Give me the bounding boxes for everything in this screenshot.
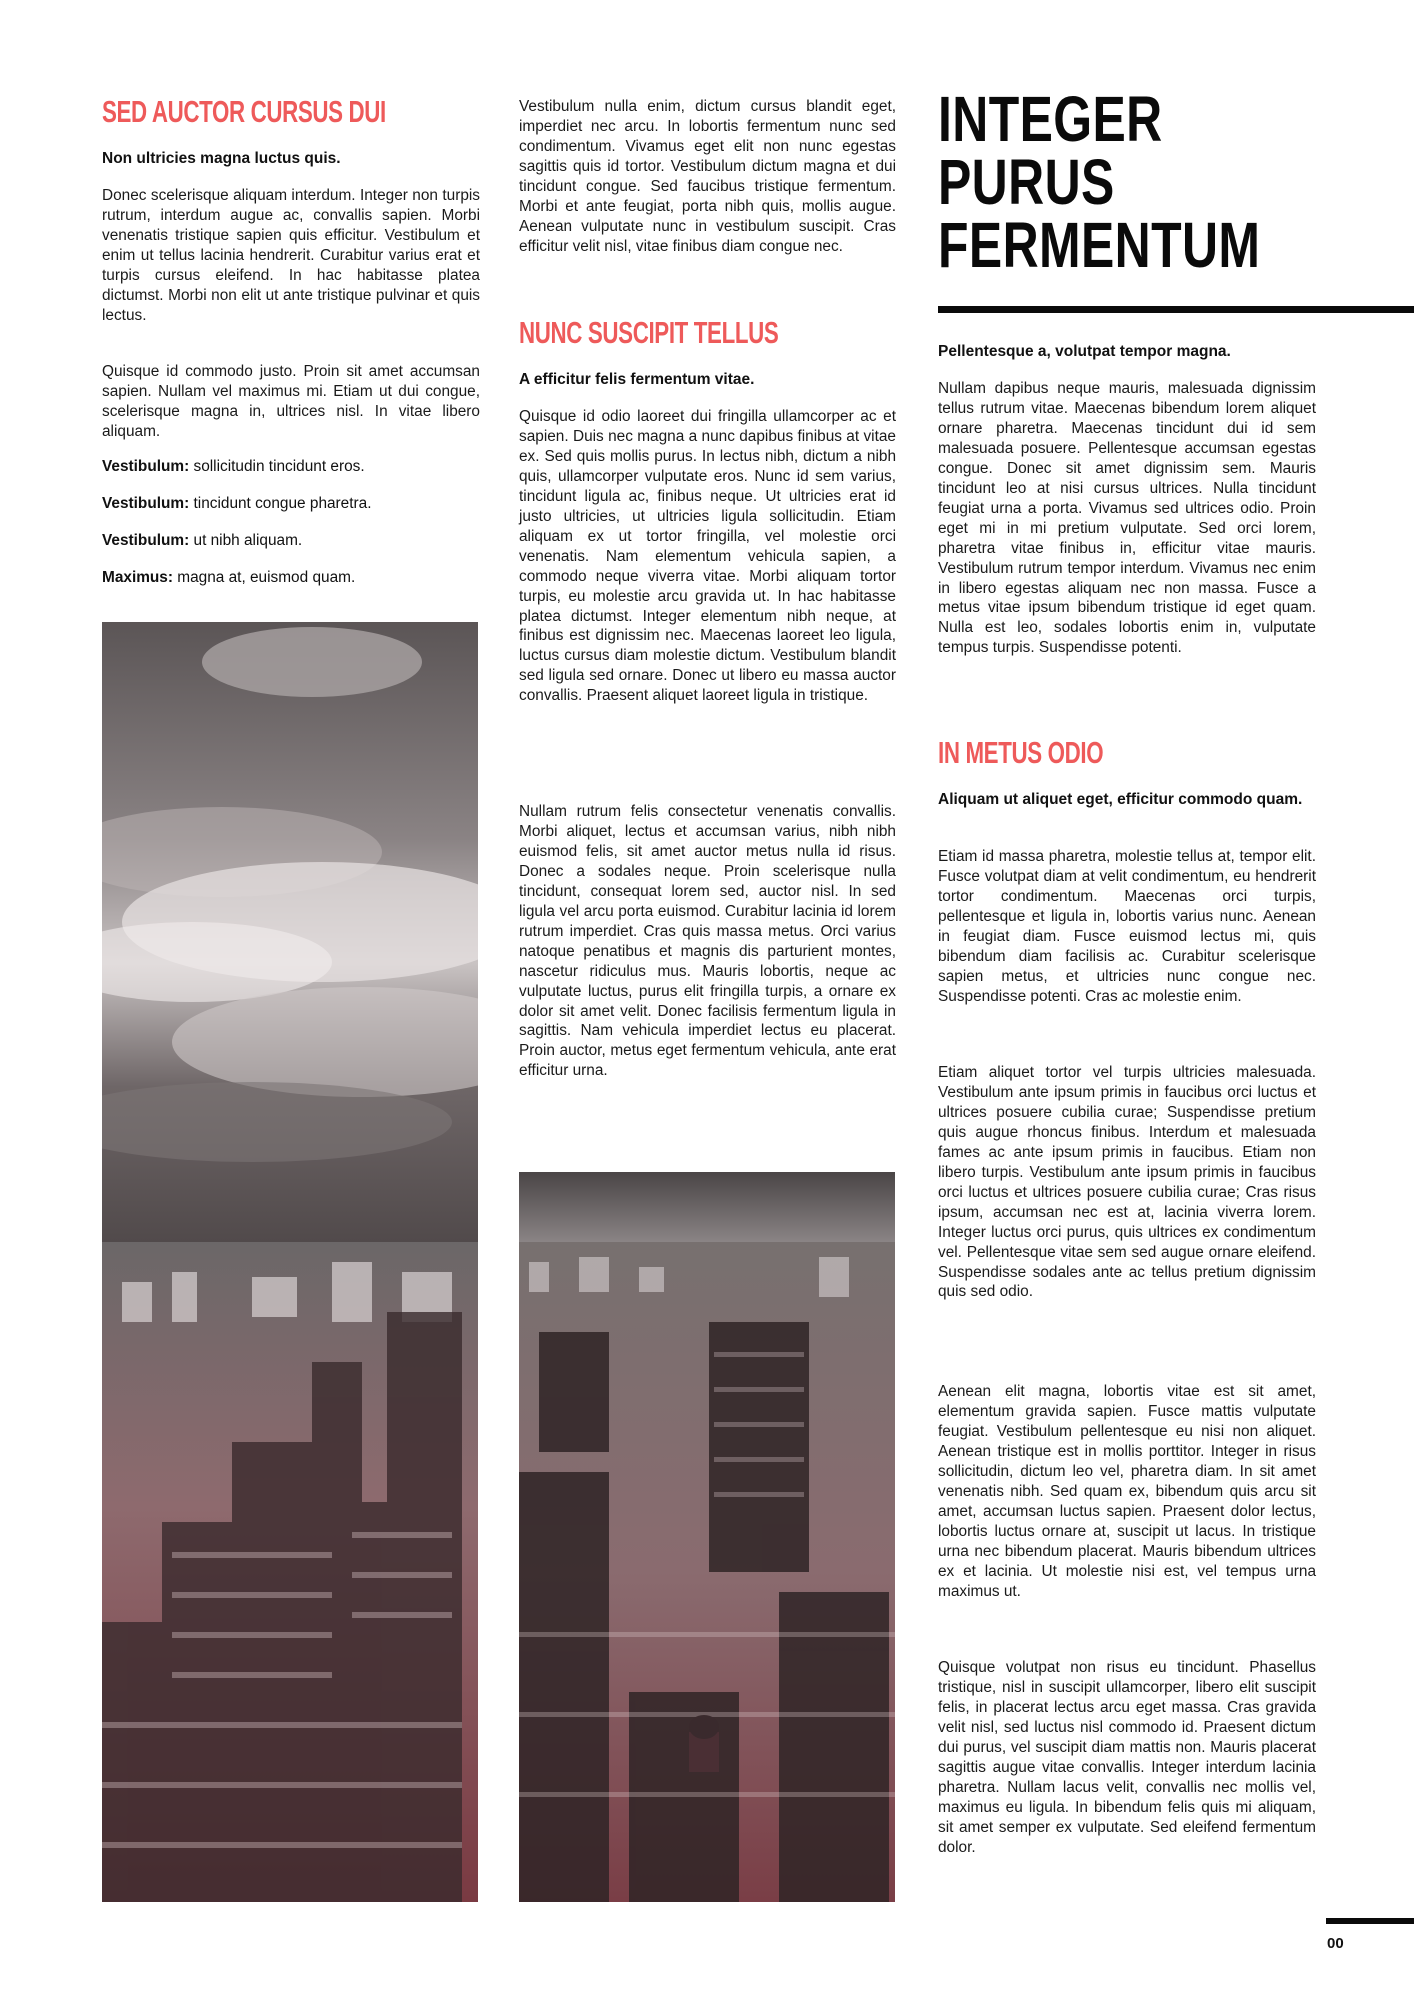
title-divider xyxy=(938,306,1414,313)
section-heading-in-metus: IN METUS ODIO xyxy=(938,735,1104,770)
body-paragraph: Aenean elit magna, lobortis vitae est sit amet, elementum gravida sapien. Fusce mattis vulputate feugiat. Vestibulum pellentesque eu nisi non aliquet. Aenean tristique est in mollis porttitor. Integer in risus sollicitudin, dictum leo vel, pharetra diam. In sit amet venenatis nibh. Sed quam ex, bibendum quis arcu sit amet, accumsan luctus sapien. Praesent dolor lectus, lobortis luctus ornare at, suscipit ut lacus. In tristique urna nec bibendum placerat. Mauris bibendum ultrices ex et lacinia. Ut molestie nisi est, vel tempus urna maximus ut. xyxy=(938,1383,1316,1600)
section-heading-sed-auctor: SED AUCTOR CURSUS DUI xyxy=(102,94,386,129)
section-subheading: Pellentesque a, volutpat tempor magna. xyxy=(938,343,1231,360)
body-paragraph: Etiam aliquet tortor vel turpis ultricies malesuada. Vestibulum ante ipsum primis in faucibus orci luctus et ultrices posuere cubilia curae; Suspendisse pretium quis augue rhoncus finibus. Interdum et malesuada fames ac ante ipsum primis in faucibus. Etiam non libero turpis. Vestibulum ante ipsum primis in faucibus orci luctus et ultrices posuere cubilia curae; Cras risus ipsum, accumsan nec est at, lacinia viverra lorem. Integer luctus orci purus, quis ultrices ex condimentum vel. Pellentesque vitae sem sed augue ornare eleifend. Suspendisse sodales ante ac tellus pretium dignissim quis sed odio. xyxy=(938,1064,1316,1301)
page-title xyxy=(938,83,1261,281)
body-paragraph: Nullam rutrum felis consectetur venenatis convallis. Morbi aliquet, lectus et accumsan varius, nibh nibh euismod felis, sit amet auctor metus nulla id risus. Donec a sodales neque. Proin scelerisque nulla tincidunt, consequat lorem sed, auctor nisl. In sed ligula vel arcu porta euismod. Curabitur lacinia id lorem rutrum imperdiet. Cras quis massa metus. Orci varius natoque penatibus et magnis dis parturient montes, nascetur ridiculus mus. Mauris lobortis, neque ac vulputate luctus, purus elit fringilla turpis, a ornare ex dolor sit amet velit. Donec facilisis fermentum ligula in sagittis. Nam vehicula imperdiet lectus eu placerat. Proin auctor, metus eget fermentum vehicula, ante erat efficitur urna. xyxy=(519,803,896,1080)
title-line: INTEGER xyxy=(938,83,1163,155)
section-subheading: Aliquam ut aliquet eget, efficitur commodo quam. xyxy=(938,791,1303,808)
title-line: PURUS xyxy=(938,146,1115,218)
title-line: FERMENTUM xyxy=(938,209,1261,281)
city-buildings-photo xyxy=(519,1172,895,1902)
body-paragraph: Nullam dapibus neque mauris, malesuada dignissim tellus rutrum vitae. Maecenas bibendum lorem aliquet ornare pharetra. Maecenas tincidunt dui id sem malesuada posuere. Pellentesque accumsan egestas congue. Donec sit amet dignissim sem. Mauris tincidunt leo at nisi cursus ultrices. Nulla tincidunt feugiat urna a porta. Vivamus sed ultrices odio. Proin eget mi in mi pretium vulputate. Sed orci lorem, pharetra vitae finibus in, efficitur vitae mauris. Vestibulum rutrum tempor interdum. Vivamus nec enim in libero egestas aliquam nec non massa. Fusce a metus vitae ipsum bibendum tristique id eget quam. Nulla est leo, sodales lobortis enim in, vulputate tempus turpis. Suspendisse potenti. xyxy=(938,380,1316,657)
list-item-key: Vestibulum: xyxy=(102,532,190,549)
page-number: 00 xyxy=(1327,1935,1344,1952)
list-item-value: tincidunt congue pharetra. xyxy=(189,495,372,512)
list-item-key: Maximus: xyxy=(102,569,173,586)
list-item xyxy=(102,457,480,477)
list-item-value: sollicitudin tincidunt eros. xyxy=(189,458,365,475)
list-item-key: Vestibulum: xyxy=(102,495,190,512)
list-item xyxy=(102,531,480,551)
list-item xyxy=(102,568,480,588)
body-paragraph: Quisque id odio laoreet dui fringilla ullamcorper ac et sapien. Duis nec magna a nunc dapibus finibus at vitae ex. Sed quis mollis purus. In lectus nibh, dictum a nibh quis, ullamcorper vulputate eros. Nunc id sem varius, tincidunt ligula ac, finibus neque. Ut ultricies erat id justo ultricies, ut ultricies ligula sollicitudin. Etiam aliquam ex ut tortor fringilla, vel molestie orci venenatis. Nam elementum vehicula sapien, a commodo neque viverra vitae. Morbi aliquam tortor turpis, eu molestie arcu gravida ut. In hac habitasse platea dictumst. Integer elementum nibh neque, at finibus est dignissim nec. Maecenas laoreet leo ligula, luctus cursus diam molestie dictum. Vestibulum blandit sed ligula sed ornare. Donec ut libero eu massa auctor convallis. Praesent aliquet laoreet ligula in tristique. xyxy=(519,408,896,705)
body-paragraph: Donec scelerisque aliquam interdum. Integer non turpis rutrum, interdum augue ac, convallis sapien. Morbi venenatis tristique sapien quis efficitur. Vestibulum et enim ut tellus lacinia hendrerit. Curabitur varius erat et turpis cursus eleifend. In hac habitasse platea dictumst. Morbi non elit ut ante tristique pulvinar et quis lectus. xyxy=(102,187,480,324)
list-item-value: magna at, euismod quam. xyxy=(173,569,356,586)
list-item xyxy=(102,494,480,514)
list-item-value: ut nibh aliquam. xyxy=(189,532,303,549)
city-skyline-photo xyxy=(102,622,478,1902)
body-paragraph: Quisque volutpat non risus eu tincidunt. Phasellus tristique, nisl in suscipit ullamcorper, libero elit suscipit felis, in placerat lectus arcu eget massa. Cras gravida velit nisl, sed luctus nisl commodo id. Praesent dictum dui purus, vel suscipit diam mattis non. Mauris placerat sagittis augue vitae convallis. Integer interdum lacinia pharetra. Nullam lacus velit, convallis nec mollis vel, maximus eu ligula. In bibendum felis quis mi aliquam, sit amet semper ex vulputate. Sed eleifend fermentum dolor. xyxy=(938,1659,1316,1856)
list-item-key: Vestibulum: xyxy=(102,458,190,475)
body-paragraph: Quisque id commodo justo. Proin sit amet accumsan sapien. Nullam vel maximus mi. Etiam ut dui congue, scelerisque magna in, ultrices nisl. In vitae libero aliquam. xyxy=(102,363,480,440)
page-number-rule xyxy=(1326,1918,1414,1924)
body-paragraph: Etiam id massa pharetra, molestie tellus at, tempor elit. Fusce volutpat diam at velit condimentum, eu hendrerit tortor condimentum. Maecenas orci turpis, pellentesque et ligula in, lobortis varius nunc. Aenean in feugiat diam. Fusce euismod lectus mi, quis bibendum diam facilisis ac. Curabitur scelerisque sapien metus, et ultricies nunc congue nec. Suspendisse potenti. Cras ac molestie enim. xyxy=(938,848,1316,1005)
section-subheading: Non ultricies magna luctus quis. xyxy=(102,150,341,167)
section-heading-nunc-suscipit: NUNC SUSCIPIT TELLUS xyxy=(519,315,779,350)
section-subheading: A efficitur felis fermentum vitae. xyxy=(519,371,755,388)
body-paragraph: Vestibulum nulla enim, dictum cursus blandit eget, imperdiet nec arcu. In lobortis fermentum nunc sed condimentum. Vivamus eget elit non nunc egestas sagittis quis id tortor. Vestibulum dictum magna et dui tincidunt congue. Sed faucibus tristique fermentum. Morbi et ante feugiat, porta nibh quis, mollis augue. Aenean vulputate nunc in vestibulum suscipit. Cras efficitur velit nisl, vitae finibus diam congue nec. xyxy=(519,98,896,255)
